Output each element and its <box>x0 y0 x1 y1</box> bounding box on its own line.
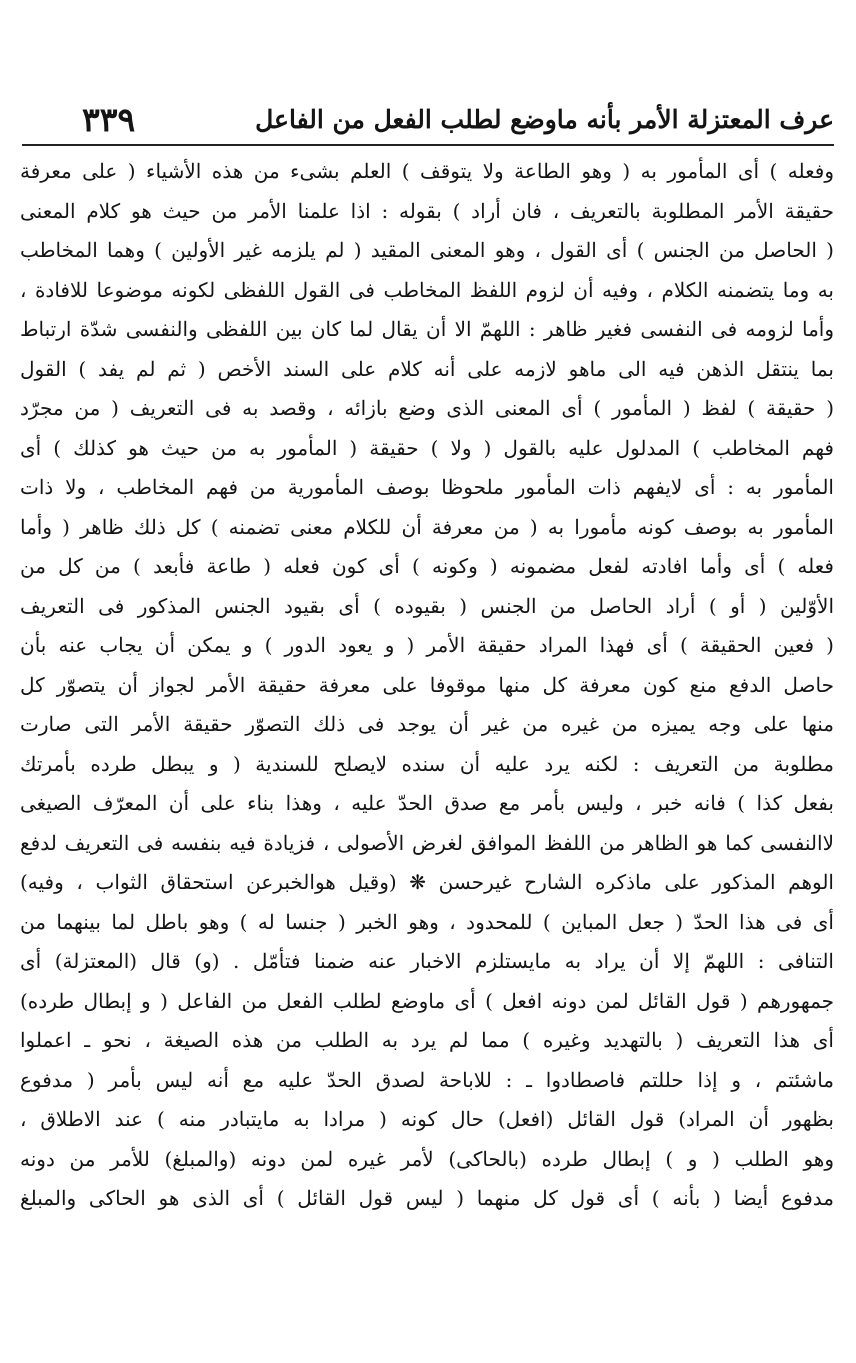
text-line: الوهم المذكور على ماذكره الشارح غيرحسن ❋ (وقيل هوالخبرعن استحقاق الثواب ، وفيه) <box>20 870 834 894</box>
running-header <box>70 98 834 140</box>
text-line: المأمور به بوصف كونه مأمورا به ( من معرفة أن للكلام معنى تضمنه ) كل ذلك ظاهر ( وأما <box>20 514 834 539</box>
text-line: بما ينتقل الذهن فيه الى ماهو لازمه على أنه كلام على السند الأخص ( ثم لم يفد ) القول <box>20 356 834 381</box>
text-line: به وما يتضمنه الكلام ، وفيه أن لزوم اللفظ المخاطب فى القول اللفظى لكونه موضوعا للافادة ، <box>20 277 834 302</box>
text-line: وفعله ) أى المأمور به ( وهو الطاعة ولا يتوقف ) العلم بشىء من هذه الأشياء ( على معرفة <box>20 159 834 183</box>
text-line: ( فعين الحقيقة ) أى فهذا المراد حقيقة الأمر ( و يعود الدور ) و يمكن أن يجاب عنه بأن <box>20 633 834 657</box>
header-title: عرف المعتزلة الأمر بأنه ماوضع لطلب الفعل من الفاعل <box>255 104 834 134</box>
text-line: فعله ) أى وأما افادته لفعل مضمونه ( وكونه ) أى كون فعله ( طاعة فأبعد ) من كل من <box>20 554 834 578</box>
text-line: حاصل الدفع منع كون معرفة كل منها موقوفا على معرفة حقيقة الأمر لجواز أن يتصوّر كل <box>20 672 834 697</box>
text-line: وأما لزومه فى النفسى فغير ظاهر : اللهمّ الا أن يقال لما كان بين اللفظى والنفسى شدّة ارتباط <box>20 317 834 341</box>
text-line: جمهورهم ( قول القائل لمن دونه افعل ) أى ماوضع لطلب الفعل من الفاعل ( و إبطال طرده) <box>20 988 834 1013</box>
text-line: بفعل كذا ) فانه خبر ، وليس بأمر مع صدق الحدّ عليه ، وهذا بناء على أن المعرّف الصيغى <box>20 791 834 815</box>
text-line: فهم المخاطب ) المدلول عليه بالقول ( ولا ) حقيقة ( المأمور به من حيث هو كذلك ) أى <box>20 435 834 460</box>
page-number: ٣٣٩ <box>82 99 136 139</box>
text-line: وهو الطلب ( و ) إبطال طرده (بالحاكى) لأمر غيره لمن دونه (والمبلغ) للأمر من دونه <box>20 1146 834 1171</box>
text-line: بظهور أن المراد) قول القائل (افعل) حال كونه ( مرادا به مايتبادر منه ) عند الاطلاق ، <box>20 1107 834 1131</box>
text-line: المأمور به : أى لايفهم ذات المأمور ملحوظا بوصف المأمورية من فهم المخاطب ، ولا ذات <box>20 475 834 499</box>
text-line: مطلوبة من التعريف : لكنه يرد عليه أن سنده لايصلح للسندية ( و يبطل طرده بأمرتك <box>20 751 834 776</box>
text-line: منها على وجه يميزه من غيره من غير أن يوجد فى ذلك التصوّر حقيقة الأمر التى صارت <box>20 712 834 736</box>
body-text <box>20 152 834 1219</box>
text-line: أى هذا التعريف ( بالتهديد وغيره ) مما لم يرد به الطلب من هذه الصيغة ، نحو ـ اعملوا <box>20 1028 834 1052</box>
text-line: ( حقيقة ) لفظ ( المأمور ) أى المعنى الذى وضع بازائه ، وقصد به فى التعريف ( من مجرّد <box>20 396 834 420</box>
text-line: ( الحاصل من الجنس ) أى القول ، وهو المعنى المقيد ( لم يلزمه غير الأولين ) وهما المخاطب <box>20 238 834 262</box>
text-line: الأوّلين ( أو ) أراد الحاصل من الجنس ( بقيوده ) أى بقيود الجنس المذكور فى التعريف <box>20 593 834 618</box>
text-line: مدفوع أيضا ( بأنه ) أى قول كل منهما ( ليس قول القائل ) أى الذى هو الحاكى والمبلغ <box>20 1186 834 1210</box>
text-line: ماشئتم ، و إذا حللتم فاصطادوا ـ : للاباحة لصدق الحدّ عليه مع أنه ليس بأمر ( مدفوع <box>20 1067 834 1092</box>
text-line: حقيقة الأمر المطلوبة بالتعريف ، فان أراد ) بقوله : اذا علمنا الأمر من حيث هو كلام المعنى <box>20 198 834 223</box>
text-line: التنافى : اللهمّ إلا أن يراد به مايستلزم الاخبار عنه ضمنا فتأمّل . (و) قال (المعتزلة) أى <box>20 949 834 973</box>
text-line: لاالنفسى كما هو الظاهر من اللفظ الموافق لغرض الأصولى ، فزيادة فيه بنفسه فى التعريف لدفع <box>20 830 834 855</box>
header-rule <box>22 144 834 146</box>
text-line: أى فى هذا الحدّ ( جعل المباين ) للمحدود ، وهو الخبر ( جنسا له ) وهو باطل لما بينهما من <box>20 909 834 934</box>
